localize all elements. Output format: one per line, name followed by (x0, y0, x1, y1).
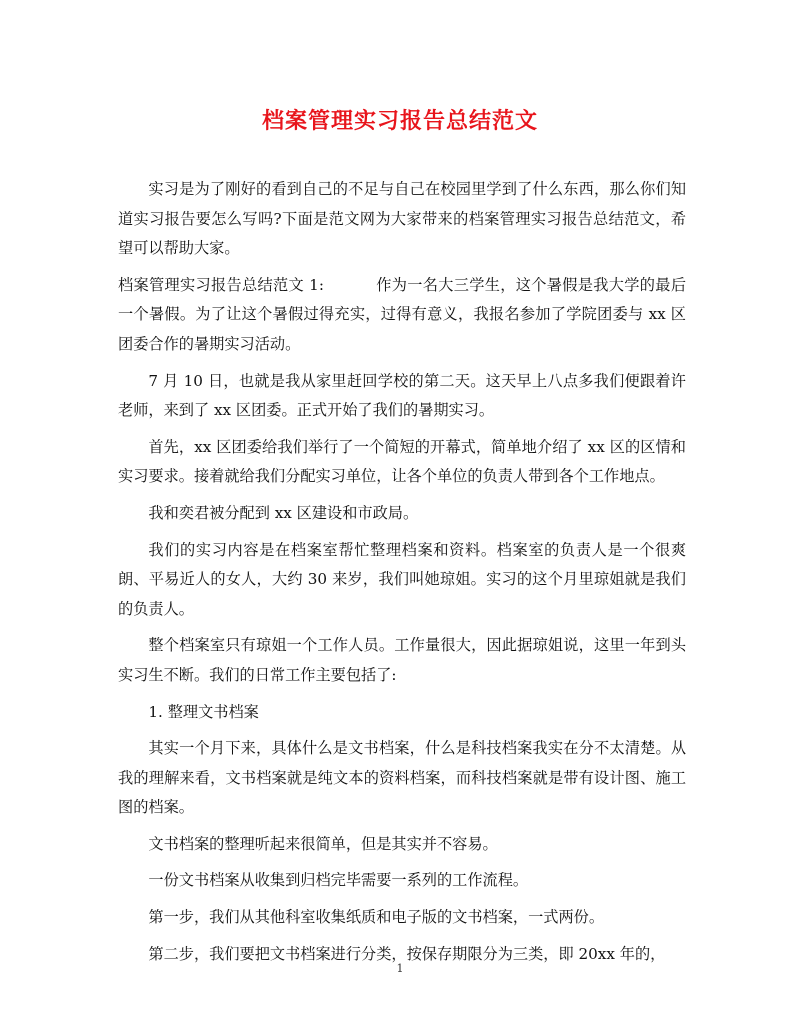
paragraph-assignment: 我和奕君被分配到 xx 区建设和市政局。 (148, 503, 419, 522)
paragraph-intro: 实习是为了刚好的看到自己的不足与自己在校园里学到了什么东西，那么你们知道实习报告要怎么写吗?下面是范文网为大家带来的档案管理实习报告总结范文，希望可以帮助大家。 (118, 180, 686, 258)
paragraph-step-2: 第二步，我们要把文书档案进行分类，按保存期限分为三类，即 20xx 年的， (148, 944, 666, 963)
sample-heading: 档案管理实习报告总结范文 1: (118, 275, 324, 294)
paragraph-arrival: 7 月 10 日，也就是我从家里赶回学校的第二天。这天早上八点多我们便跟着许老师，来到了 xx 区团委。正式开始了我们的暑期实习。 (118, 371, 686, 420)
paragraph-opening: 首先，xx 区团委给我们举行了一个简短的开幕式，简单地介绍了 xx 区的区情和实习要求。接着就给我们分配实习单位，让各个单位的负责人带到各个工作地点。 (118, 437, 686, 486)
page-number: 1 (396, 962, 404, 975)
document-title: 档案管理实习报告总结范文 (261, 108, 538, 134)
sample-1-text: 作为一名大三学生，这个暑假是我大学的最后一个暑假。为了让这个暑假过得充实，过得有意义，我报名参加了学院团委与 xx 区团委合作的暑期实习活动。 (118, 275, 687, 353)
paragraph-archive-types: 其实一个月下来，具体什么是文书档案，什么是科技档案我实在分不太清楚。从我的理解来看，文书档案就是纯文本的资料档案，而科技档案就是带有设计图、施工图的档案。 (118, 739, 686, 817)
paragraph-workflow: 一份文书档案从收集到归档完毕需要一系列的工作流程。 (148, 871, 529, 890)
list-item-heading: 1. 整理文书档案 (148, 702, 259, 721)
paragraph-not-easy: 文书档案的整理听起来很简单，但是其实并不容易。 (148, 834, 498, 853)
paragraph-workload: 整个档案室只有琼姐一个工作人员。工作量很大，因此据琼姐说，这里一年到头实习生不断。我们的日常工作主要包括了: (118, 636, 686, 684)
paragraph-work-content: 我们的实习内容是在档案室帮忙整理档案和资料。档案室的负责人是一个很爽朗、平易近人的女人，大约 30 来岁，我们叫她琼姐。实习的这个月里琼姐就是我们的负责人。 (118, 540, 686, 618)
document-body (118, 175, 686, 976)
paragraph-sample-1 (118, 271, 686, 360)
paragraph-step-1: 第一步，我们从其他科室收集纸质和电子版的文书档案，一式两份。 (148, 908, 605, 927)
